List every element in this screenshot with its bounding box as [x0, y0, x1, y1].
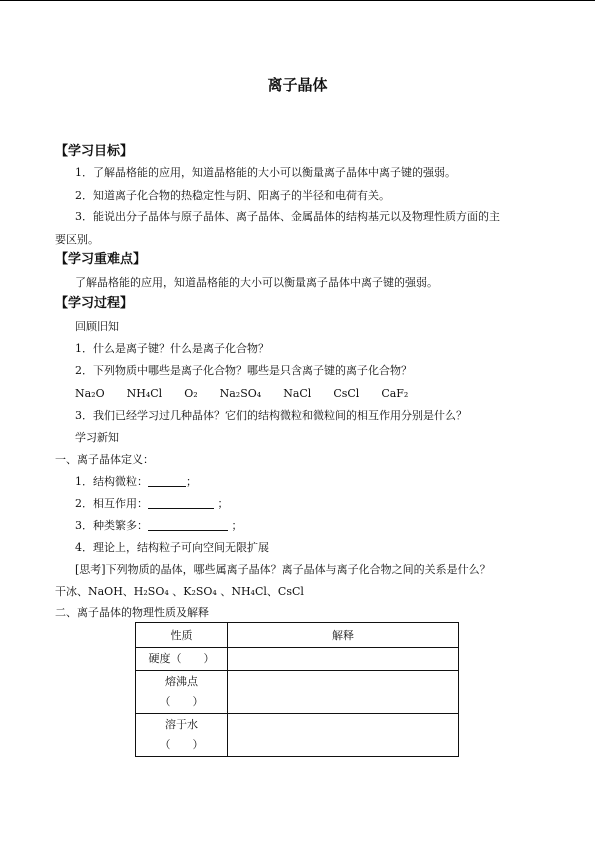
section2-title: 二、离子晶体的物理性质及解释 [55, 606, 209, 619]
question-2: 2．下列物质中哪些是离子化合物？哪些是只含离子键的离子化合物？ [75, 364, 412, 377]
header-explanation: 解释 [228, 623, 459, 648]
definition-item-4: 4．理论上，结构粒子可向空间无限扩展 [75, 541, 269, 554]
table-header-row [136, 623, 459, 648]
row-explanation-cell[interactable] [228, 671, 459, 714]
row-property: 溶于水 （ ） [136, 714, 228, 757]
section1-title: 一、离子晶体定义： [55, 453, 154, 466]
top-rule [0, 0, 595, 1]
table-row [136, 671, 459, 714]
fill-blank[interactable] [148, 498, 214, 509]
compound-item: CsCl [333, 387, 360, 400]
definition-item-1: 1．结构微粒： ； [75, 475, 197, 488]
question-1: 1．什么是离子键？什么是离子化合物？ [75, 342, 269, 355]
fill-blank[interactable] [148, 520, 228, 531]
compound-item: NaCl [283, 387, 312, 400]
row-property: 硬度（ ） [136, 648, 228, 671]
page-title: 离子晶体 [267, 76, 328, 94]
compound-item: Na₂O [75, 387, 105, 400]
goal-item-2: 2．知道离子化合物的热稳定性与阴、阳离子的半径和电荷有关。 [75, 189, 390, 202]
compound-list [75, 387, 430, 401]
keypoints-text: 了解晶格能的应用，知道晶格能的大小可以衡量离子晶体中离子键的强弱。 [75, 276, 438, 289]
question-3: 3．我们已经学习过几种晶体？它们的结构微粒和微粒间的相互作用分别是什么？ [75, 409, 467, 422]
fill-blank[interactable] [148, 476, 186, 487]
review-title: 回顾旧知 [75, 320, 119, 333]
row-explanation-cell[interactable] [228, 648, 459, 671]
new-title: 学习新知 [75, 431, 119, 444]
compound-item: NH₄Cl [126, 387, 163, 400]
header-property: 性质 [136, 623, 228, 648]
definition-item-2: 2．相互作用： ； [75, 497, 229, 510]
goals-header: 【学习目标】 [55, 144, 134, 159]
goal-item-3: 3．能说出分子晶体与原子晶体、离子晶体、金属晶体的结构基元以及物理性质方面的主 [75, 210, 500, 223]
goal-item-1: 1．了解晶格能的应用，知道晶格能的大小可以衡量离子晶体中离子键的强弱。 [75, 166, 456, 179]
goal-item-3-cont: 要区别。 [55, 233, 99, 246]
process-header: 【学习过程】 [55, 296, 134, 311]
table-row [136, 648, 459, 671]
table-row [136, 714, 459, 757]
row-explanation-cell[interactable] [228, 714, 459, 757]
compound-item: CaF₂ [381, 387, 409, 400]
properties-table [135, 622, 459, 757]
compound-item: Na₂SO₄ [219, 387, 262, 400]
compound-item: O₂ [184, 387, 198, 400]
think-question: [思考]下列物质的晶体，哪些属离子晶体？离子晶体与离子化合物之间的关系是什么？ [75, 563, 491, 576]
substance-list: 干冰、NaOH、H₂SO₄ 、K₂SO₄ 、NH₄Cl、CsCl [55, 585, 304, 598]
row-property: 熔沸点 （ ） [136, 671, 228, 714]
definition-item-3: 3．种类繁多： ； [75, 519, 243, 532]
keypoints-header: 【学习重难点】 [55, 252, 147, 267]
